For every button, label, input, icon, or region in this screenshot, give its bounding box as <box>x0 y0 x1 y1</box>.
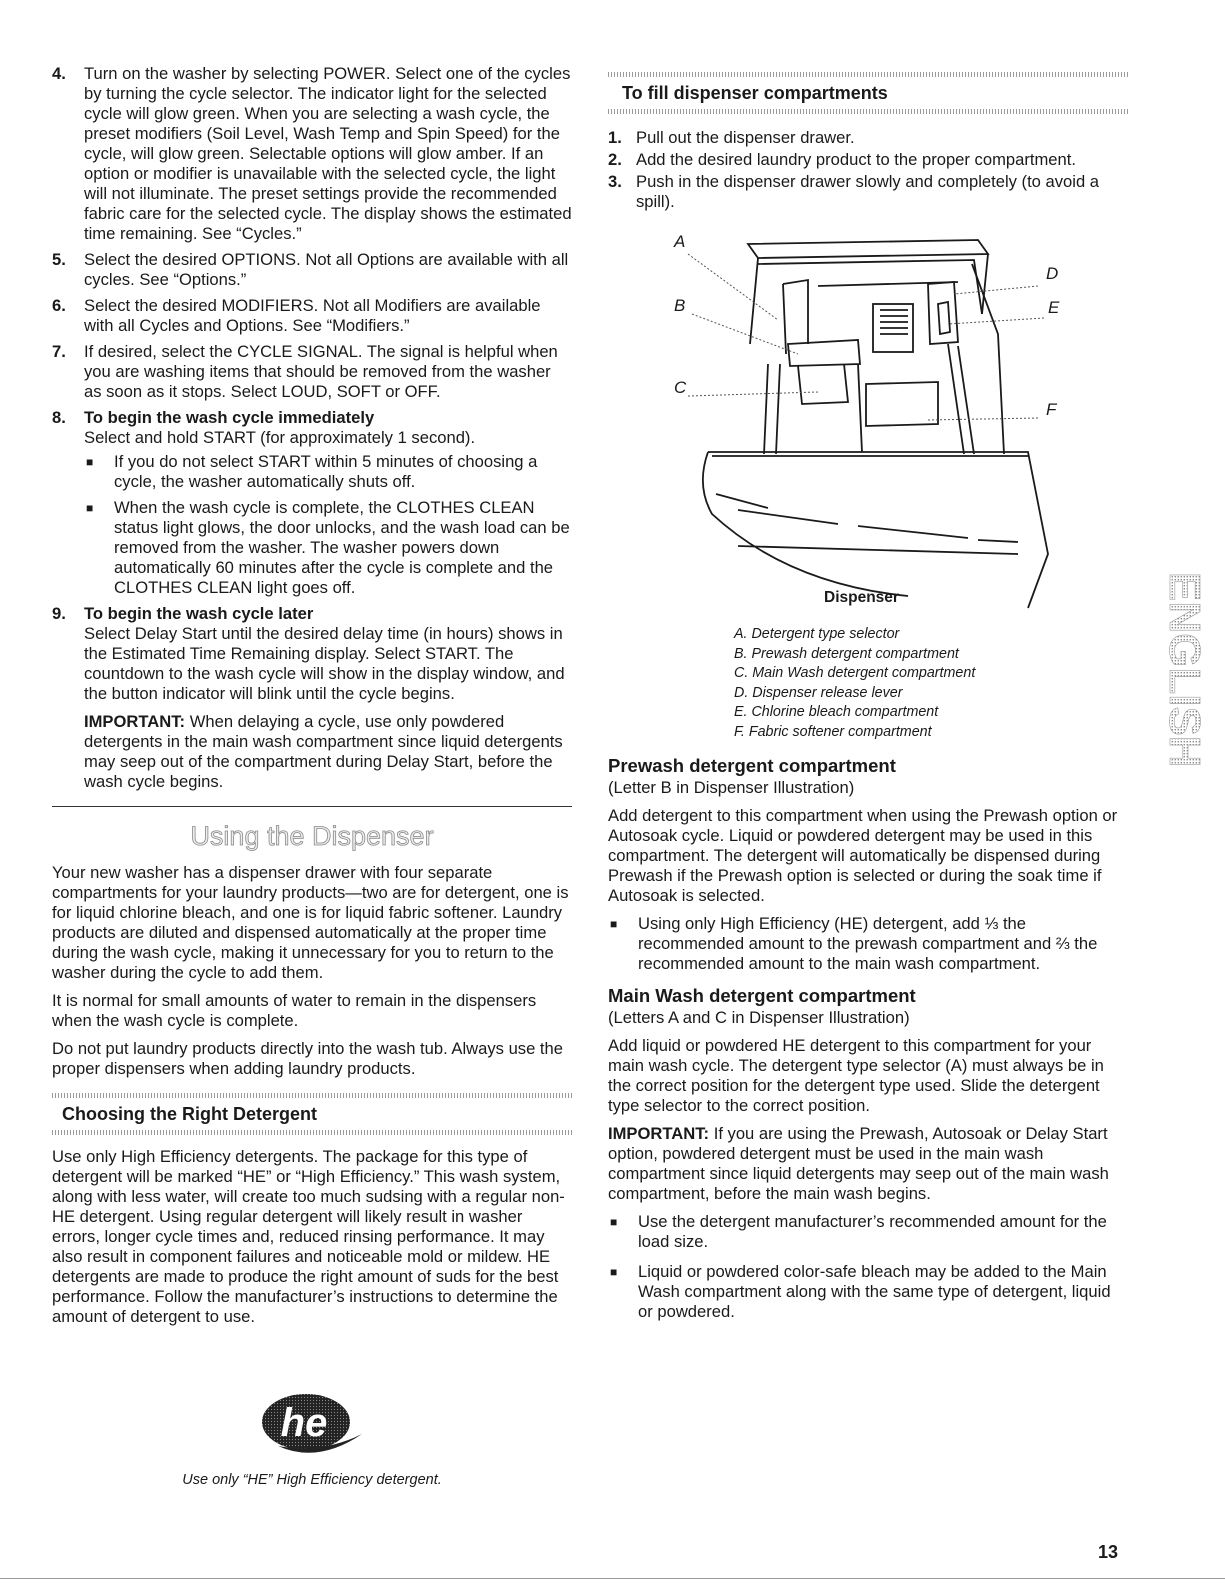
step-bullet <box>84 452 572 492</box>
mainwash-important <box>608 1124 1128 1204</box>
step-number: 1. <box>608 128 622 147</box>
fill-step <box>608 150 1128 170</box>
mainwash-bullet <box>608 1212 1128 1252</box>
step-9 <box>52 604 572 792</box>
fill-steps <box>608 128 1128 212</box>
bullet-text: When the wash cycle is complete, the CLOTHES CLEAN status light glows, the door unlocks, and the wash load can be removed from the washer. The washer powers down automatically 60 minutes after the cycle is complete and the CLOTHES CLEAN light goes off. <box>114 498 570 597</box>
prewash-subheading: (Letter B in Dispenser Illustration) <box>608 778 855 797</box>
step-number: 5. <box>52 250 66 269</box>
detergent-paragraph: Use only High Efficiency detergents. The package for this type of detergent will be marked “HE” or “High Efficiency.” This wash system, along with less water, will create too much sudsing with a regular non-HE detergent. Using regular detergent will likely result in washer errors, longer cycle times and, reduced rinsing performance. It may also result in component failures and noticeable mold or mildew. HE detergents are made to produce the right amount of suds for the best performance. Follow the manufacturer’s instructions to determine the amount of detergent to use. <box>52 1147 565 1326</box>
letter-label: D <box>1046 264 1059 283</box>
intro-paragraph: Your new washer has a dispenser drawer with four separate compartments for your laundry products—two are for detergent, one is for liquid chlorine bleach, and one is for liquid fabric softener. Laundry products are diluted and dispensed automatically at the proper time during the wash cycle, making it unnecessary for you to return to the washer during the cycle to add them. <box>52 863 569 982</box>
step-text: If desired, select the CYCLE SIGNAL. The signal is helpful when you are washing items that should be removed from the washer as soon as it stops. Select LOUD, SOFT or OFF. <box>84 342 558 401</box>
letter-label: A <box>674 232 686 251</box>
important-label: IMPORTANT: <box>608 1124 710 1143</box>
step-text: Add the desired laundry product to the proper compartment. <box>636 150 1076 169</box>
bullet-text: Liquid or powdered color-safe bleach may be added to the Main Wash compartment along with the same type of detergent, liquid or powdered. <box>638 1262 1111 1321</box>
he-caption: Use only “HE” High Efficiency detergent. <box>182 1472 442 1488</box>
important-label: IMPORTANT: <box>84 712 186 731</box>
page-edge-line <box>0 1578 1225 1579</box>
important-text: If you are using the Prewash, Autosoak or Delay Start option, powdered detergent must be used in the main wash compartment since liquid detergents may seep out of the main wash compartment, before the main wash begins. <box>608 1124 1109 1203</box>
step-7 <box>52 342 572 402</box>
step-number: 9. <box>52 604 66 623</box>
hatch-bar <box>52 1130 572 1135</box>
step-5 <box>52 250 572 290</box>
letter-label: C <box>674 378 687 397</box>
prewash-heading: Prewash detergent compartment <box>608 755 896 776</box>
letter-label: B <box>674 296 686 315</box>
legend-item: B. Prewash detergent compartment <box>734 645 959 662</box>
section-title: Using the Dispenser <box>190 821 434 851</box>
dispenser-figure <box>608 224 1128 619</box>
step-text: Select and hold START (for approximately 1 second). <box>84 428 476 447</box>
step-number: 7. <box>52 342 66 361</box>
bullet-icon: ■ <box>610 1215 618 1229</box>
intro-paragraph: It is normal for small amounts of water to remain in the dispensers when the wash cycle is complete. <box>52 991 537 1030</box>
figure-caption: Dispenser <box>824 589 899 606</box>
intro-paragraph: Do not put laundry products directly into the wash tub. Always use the proper dispensers when adding laundry products. <box>52 1039 564 1078</box>
step-text: Select Delay Start until the desired delay time (in hours) shows in the Estimated Time Remaining display. Select START. The countdown to the wash cycle will show in the display window, and the button indicator will blink until the cycle begins. <box>84 624 565 703</box>
bullet-text: Use the detergent manufacturer’s recommended amount for the load size. <box>638 1212 1107 1251</box>
step-title: To begin the wash cycle immediately <box>84 408 375 427</box>
mainwash-bullet <box>608 1262 1128 1322</box>
important-note <box>84 712 572 792</box>
step-6 <box>52 296 572 336</box>
step-text: Turn on the washer by selecting POWER. Select one of the cycles by turning the cycle selector. The indicator light for the selected cycle will glow green. When you are selecting a wash cycle, the preset modifiers (Soil Level, Wash Temp and Spin Speed) for the cycle, will glow green. Selectable options will glow amber. If an option or modifier is unavailable with the selected cycle, the light will not illuminate. The preset settings provide the recommended fabric care for the selected cycle. The display shows the estimated time remaining. See “Cycles.” <box>84 64 572 243</box>
he-logo-text: he <box>280 1401 328 1445</box>
step-title: To begin the wash cycle later <box>84 604 314 623</box>
language-tab <box>1150 570 1210 792</box>
legend-item: C. Main Wash detergent compartment <box>734 665 976 681</box>
mainwash-heading: Main Wash detergent compartment <box>608 985 916 1006</box>
detergent-heading-block <box>52 1093 572 1135</box>
fill-heading-block <box>608 72 1128 114</box>
step-text: Push in the dispenser drawer slowly and completely (to avoid a spill). <box>636 172 1100 211</box>
legend-item: E. Chlorine bleach compartment <box>734 704 939 720</box>
prewash-bullet <box>608 914 1128 974</box>
page-number: 13 <box>1098 1542 1119 1562</box>
fill-step <box>608 172 1128 212</box>
bullet-icon: ■ <box>610 917 618 931</box>
hatch-bar <box>608 109 1128 114</box>
bullet-icon: ■ <box>86 501 94 515</box>
step-4 <box>52 64 572 244</box>
left-column <box>52 64 572 1335</box>
fill-heading: To fill dispenser compartments <box>622 83 888 103</box>
prewash-paragraph: Add detergent to this compartment when using the Prewash option or Autosoak cycle. Liquid or powdered detergent may be used in this compartment. The detergent will automatically be dispensed during Prewash if the Prewash option is selected or during the soak time if Autosoak is selected. <box>608 806 1118 905</box>
mainwash-paragraph: Add liquid or powdered HE detergent to this compartment for your main wash cycle. The detergent type selector (A) must always be in the correct position for the detergent type used. Slide the detergent type selector to the correct position. <box>608 1036 1104 1115</box>
step-text: Select the desired MODIFIERS. Not all Modifiers are available with all Cycles and Options. See “Modifiers.” <box>84 296 541 335</box>
step-number: 3. <box>608 172 622 191</box>
he-logo-graphic <box>258 1390 368 1462</box>
letter-label: F <box>1046 400 1057 419</box>
step-number: 2. <box>608 150 622 169</box>
step-text: Pull out the dispenser drawer. <box>636 128 855 147</box>
legend-item: A. Detergent type selector <box>734 626 900 642</box>
language-tab-text: ENGLISH <box>1160 572 1209 768</box>
bullet-icon: ■ <box>610 1265 618 1279</box>
letter-label: E <box>1048 298 1060 317</box>
legend-item: D. Dispenser release lever <box>734 684 903 701</box>
detergent-heading: Choosing the Right Detergent <box>62 1104 317 1124</box>
step-number: 4. <box>52 64 66 83</box>
step-number: 6. <box>52 296 66 315</box>
mainwash-subheading: (Letters A and C in Dispenser Illustration) <box>608 1008 910 1027</box>
he-logo <box>258 1390 368 1462</box>
figure-legend <box>734 625 1128 742</box>
important-text: When delaying a cycle, use only powdered detergents in the main wash compartment since liquid detergents may seep out of the compartment during Delay Start, before the wash cycle begins. <box>84 712 563 791</box>
step-bullet <box>84 498 572 598</box>
bullet-text: If you do not select START within 5 minutes of choosing a cycle, the washer automatically shuts off. <box>114 452 538 491</box>
fill-step <box>608 128 1128 148</box>
section-divider <box>52 806 572 807</box>
bullet-text: Using only High Efficiency (HE) detergent, add ⅓ the recommended amount to the prewash compartment and ⅔ the recommended amount to the main wash compartment. <box>638 914 1098 973</box>
right-column <box>608 72 1128 1332</box>
step-8 <box>52 408 572 598</box>
step-number: 8. <box>52 408 66 427</box>
bullet-icon: ■ <box>86 455 94 469</box>
step-text: Select the desired OPTIONS. Not all Options are available with all cycles. See “Options.” <box>84 250 569 289</box>
legend-item: F. Fabric softener compartment <box>734 723 932 740</box>
